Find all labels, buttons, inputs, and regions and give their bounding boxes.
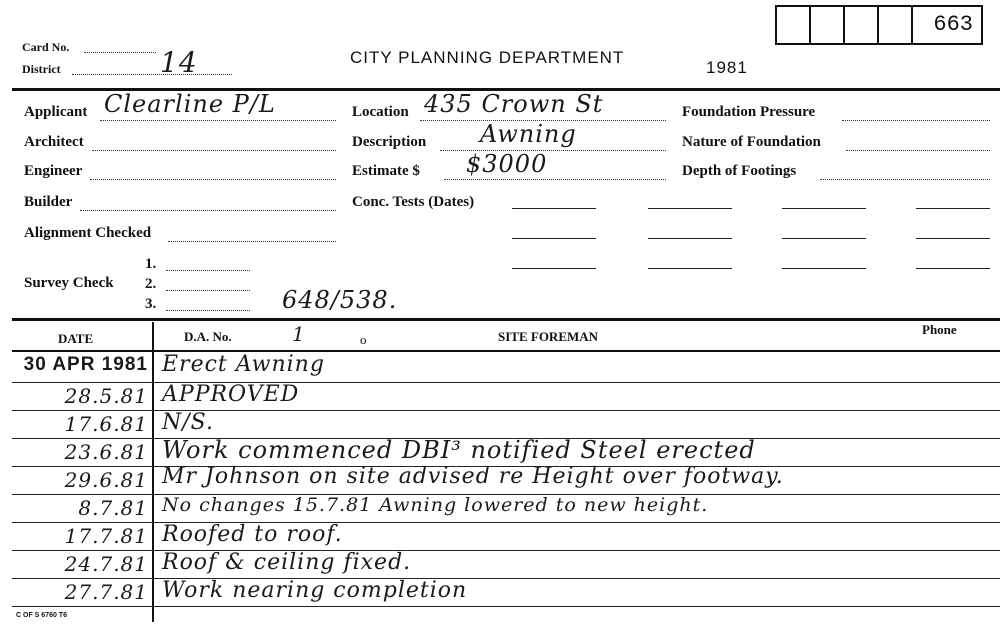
conc-line bbox=[916, 238, 990, 239]
row-note: Erect Awning bbox=[162, 352, 325, 377]
form-code: C OF S 6760 T6 bbox=[16, 612, 67, 619]
description-value: Awning bbox=[480, 120, 577, 148]
row-note: Roof & ceiling fixed. bbox=[162, 550, 412, 575]
description-label: Description bbox=[352, 134, 427, 150]
da-mark: o bbox=[360, 332, 367, 347]
location-value: 435 Crown St bbox=[424, 90, 604, 118]
conc-line bbox=[648, 238, 732, 239]
engineer-line bbox=[90, 179, 336, 180]
conc-line bbox=[512, 268, 596, 269]
row-line bbox=[12, 550, 1000, 551]
conc-line bbox=[648, 268, 732, 269]
foundation-pressure-line bbox=[842, 120, 990, 121]
table-rule bbox=[12, 318, 1000, 321]
date-column-divider bbox=[152, 322, 154, 622]
row-date: 29.6.81 bbox=[64, 468, 148, 492]
nature-foundation-line bbox=[846, 150, 990, 151]
applicant-label: Applicant bbox=[24, 104, 88, 120]
depth-footings-line bbox=[820, 179, 990, 180]
foundation-pressure-label: Foundation Pressure bbox=[682, 104, 816, 120]
survey-2-line bbox=[166, 290, 250, 291]
da-value: 1 bbox=[292, 322, 306, 346]
estimate-line bbox=[444, 179, 666, 180]
row-note: No changes 15.7.81 Awning lowered to new height. bbox=[162, 494, 709, 516]
row-line bbox=[12, 382, 1000, 383]
row-note: Mr Johnson on site advised re Height over footway. bbox=[162, 464, 784, 489]
card-number-boxes bbox=[775, 5, 983, 45]
card-no-label: Card No. bbox=[22, 40, 70, 54]
row-note: N/S. bbox=[162, 410, 214, 435]
row-note: Work nearing completion bbox=[162, 578, 468, 603]
row-line bbox=[12, 578, 1000, 579]
district-line bbox=[72, 74, 232, 75]
applicant-value: Clearline P/L bbox=[104, 90, 276, 118]
architect-label: Architect bbox=[24, 134, 84, 150]
engineer-label: Engineer bbox=[24, 163, 83, 179]
conc-line bbox=[512, 208, 596, 209]
row-date: 17.6.81 bbox=[64, 412, 148, 436]
survey-2: 2. bbox=[145, 276, 157, 292]
row-date: 30 APR 1981 bbox=[23, 354, 148, 375]
row-line bbox=[12, 522, 1000, 523]
estimate-label: Estimate $ bbox=[352, 163, 420, 179]
page-title: CITY PLANNING DEPARTMENT bbox=[350, 48, 625, 67]
conc-line bbox=[782, 268, 866, 269]
row-note: APPROVED bbox=[162, 382, 300, 407]
estimate-value: $3000 bbox=[466, 150, 548, 178]
survey-3-line bbox=[166, 310, 250, 311]
row-line bbox=[12, 410, 1000, 411]
conc-line bbox=[916, 208, 990, 209]
survey-label: Survey Check bbox=[24, 275, 114, 291]
year: 1981 bbox=[706, 58, 748, 77]
row-line bbox=[12, 606, 1000, 607]
applicant-line bbox=[100, 120, 336, 121]
architect-line bbox=[92, 150, 336, 151]
alignment-label: Alignment Checked bbox=[24, 225, 152, 241]
row-date: 8.7.81 bbox=[78, 496, 148, 520]
date-header: DATE bbox=[58, 331, 94, 346]
table-header-line bbox=[12, 350, 1000, 352]
survey-3: 3. bbox=[145, 296, 157, 312]
district-value: 14 bbox=[160, 46, 198, 79]
row-note: Work commenced DBI³ notified Steel erected bbox=[162, 436, 756, 464]
survey-1-line bbox=[166, 270, 250, 271]
phone-header: Phone bbox=[922, 322, 957, 337]
builder-label: Builder bbox=[24, 194, 73, 210]
row-date: 17.7.81 bbox=[64, 524, 148, 548]
conc-tests-label: Conc. Tests (Dates) bbox=[352, 194, 475, 210]
conc-line bbox=[916, 268, 990, 269]
row-date: 27.7.81 bbox=[64, 580, 148, 604]
site-foreman-header: SITE FOREMAN bbox=[498, 329, 599, 344]
card-number: 663 bbox=[933, 12, 973, 37]
location-label: Location bbox=[352, 104, 409, 120]
row-date: 24.7.81 bbox=[64, 552, 148, 576]
row-note: Roofed to roof. bbox=[162, 522, 343, 547]
da-header: D.A. No. bbox=[184, 329, 232, 344]
row-date: 23.6.81 bbox=[64, 440, 148, 464]
card-no-line bbox=[84, 52, 156, 53]
builder-line bbox=[80, 210, 336, 211]
conc-line bbox=[782, 208, 866, 209]
alignment-line bbox=[168, 241, 336, 242]
conc-line bbox=[782, 238, 866, 239]
nature-foundation-label: Nature of Foundation bbox=[682, 134, 821, 150]
row-date: 28.5.81 bbox=[64, 384, 148, 408]
conc-line bbox=[648, 208, 732, 209]
conc-line bbox=[512, 238, 596, 239]
survey-1: 1. bbox=[145, 256, 157, 272]
district-label: District bbox=[22, 62, 61, 76]
survey-3-value: 648/538. bbox=[282, 286, 398, 314]
depth-footings-label: Depth of Footings bbox=[682, 163, 797, 179]
